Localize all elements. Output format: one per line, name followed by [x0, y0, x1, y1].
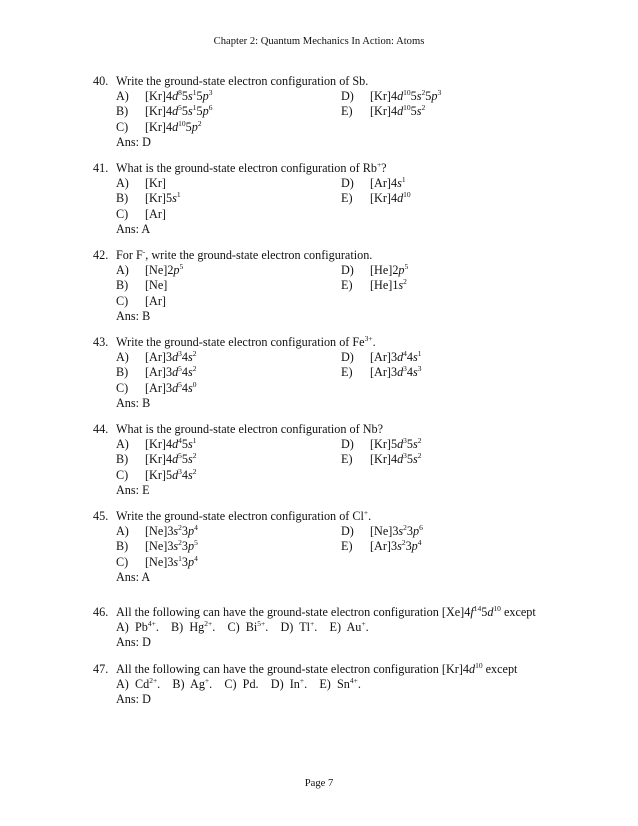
answer-option	[116, 120, 202, 135]
question-block	[93, 74, 613, 150]
option-row	[93, 620, 613, 635]
option-letter: E)	[341, 539, 353, 554]
option-letter: C)	[116, 293, 129, 308]
option-text: $[Kr]4d^{10}5s^25p^3$	[370, 88, 442, 104]
answer-option	[116, 278, 167, 293]
question-block	[93, 248, 613, 324]
option-row	[93, 677, 613, 692]
option-letter: B)	[116, 452, 129, 467]
option-row	[93, 120, 613, 135]
answer-option	[116, 381, 197, 396]
answer-option	[116, 555, 198, 570]
answer-option	[116, 437, 197, 452]
option-text: $[Kr]4d^85s^15p^3$	[145, 88, 213, 104]
answer-option	[341, 176, 406, 191]
option-text: $[Kr]5d^34s^2$	[145, 466, 197, 482]
option-row	[93, 294, 613, 309]
option-row	[93, 350, 613, 365]
option-letter: E)	[341, 452, 353, 467]
option-letter: E)	[341, 365, 353, 380]
option-text: $[Kr]4d^{10}5p^2$	[145, 118, 202, 134]
answer-key: Ans: A	[116, 221, 151, 236]
option-letter: B)	[116, 191, 129, 206]
question-stem-line	[93, 248, 613, 263]
option-row	[93, 176, 613, 191]
option-row	[93, 437, 613, 452]
question-number: 47.	[93, 662, 109, 676]
option-letter: A)	[116, 524, 129, 539]
option-row	[93, 365, 613, 380]
question-stem: All the following can have the ground-state electron configuration $[Kr]4d^{10}$ except	[116, 661, 518, 676]
option-row	[93, 191, 613, 206]
question-number: 41.	[93, 161, 109, 175]
answer-line	[93, 570, 613, 585]
question-block	[93, 422, 613, 498]
option-text: $[Kr]4d^55s^15p^6$	[145, 103, 213, 119]
answer-line	[93, 396, 613, 411]
option-letter: D)	[341, 350, 354, 365]
option-text: $[He]1s^2$	[370, 277, 407, 293]
option-letter: C)	[116, 554, 129, 569]
option-text: $[Kr]5s^1$	[145, 190, 181, 206]
option-text: $[Ar]3s^23p^4$	[370, 538, 422, 554]
question-stem-line	[93, 605, 613, 620]
option-text: $[Ne]3s^13p^4$	[145, 553, 198, 569]
answer-option	[341, 89, 441, 104]
option-letter: E)	[341, 104, 353, 119]
question-stem: Write the ground-state electron configuration of Sb.	[116, 74, 369, 88]
question-number: 42.	[93, 248, 109, 262]
option-letter: E)	[341, 191, 353, 206]
answer-option	[116, 350, 197, 365]
option-letter: D)	[341, 437, 354, 452]
option-text: $[Ar]3d^54s^0$	[145, 379, 197, 395]
question-stem: What is the ground-state electron configuration of Nb?	[116, 422, 384, 436]
question-number: 43.	[93, 335, 109, 349]
option-text: $[Ar]4s^1$	[370, 175, 406, 191]
answer-option	[116, 539, 198, 554]
question-stem: Write the ground-state electron configuration of Cl+.	[116, 508, 372, 523]
question-number: 40.	[93, 74, 109, 88]
page-header: Chapter 2: Quantum Mechanics In Action: Atoms	[213, 36, 425, 47]
option-row	[93, 452, 613, 467]
option-text: $[Kr]5d^35s^2$	[370, 436, 422, 452]
answer-option	[341, 365, 422, 380]
answer-line	[93, 483, 613, 498]
option-row	[93, 104, 613, 119]
answer-option	[116, 263, 183, 278]
option-text: $[Ar]3d^34s^2$	[145, 349, 197, 365]
option-text: $[Kr]4d^{10}5s^2$	[370, 103, 426, 119]
answer-key: Ans: D	[116, 635, 151, 650]
question-stem-line	[93, 509, 613, 524]
question-block	[93, 161, 613, 237]
option-text: [Ne]	[145, 278, 168, 293]
question-stem-line	[93, 422, 613, 437]
option-letter: A)	[116, 176, 129, 191]
option-letter: B)	[116, 278, 129, 293]
answer-key: Ans: B	[116, 395, 151, 410]
question-stem-line	[93, 662, 613, 677]
option-row	[93, 278, 613, 293]
option-letter: D)	[341, 263, 354, 278]
question-block	[93, 662, 613, 708]
option-letter: B)	[116, 365, 129, 380]
option-letter: C)	[116, 467, 129, 482]
answer-line	[93, 135, 613, 150]
question-stem: What is the ground-state electron configuration of Rb+?	[116, 160, 387, 175]
answer-option	[116, 524, 198, 539]
answer-key: Ans: A	[116, 569, 151, 584]
option-row	[93, 524, 613, 539]
inline-options: A) $Pb^{4+}$. B) $Hg^{2+}$. C) $Bi^{5+}$. D) Tl+. E) Au+.	[116, 619, 369, 635]
answer-option	[116, 468, 197, 483]
option-text: $[Kr]4d^45s^1$	[145, 436, 197, 452]
answer-option	[116, 207, 166, 222]
option-text: $[Ne]3s^23p^6$	[370, 523, 423, 539]
option-letter: E)	[341, 278, 353, 293]
question-number: 46.	[93, 605, 109, 619]
option-row	[93, 89, 613, 104]
option-letter: D)	[341, 89, 354, 104]
answer-option	[116, 294, 166, 309]
option-row	[93, 539, 613, 554]
option-row	[93, 207, 613, 222]
option-letter: C)	[116, 206, 129, 221]
option-text: $[Kr]4d^{10}$	[370, 190, 411, 206]
answer-option	[341, 437, 422, 452]
question-number: 44.	[93, 422, 109, 436]
question-stem-line	[93, 74, 613, 89]
option-text: $[He]2p^5$	[370, 262, 409, 278]
question-block	[93, 509, 613, 585]
question-stem-line	[93, 335, 613, 350]
question-stem: All the following can have the ground-state electron configuration $[Xe]4f^{14}5d^{10}$ except	[116, 604, 536, 619]
option-letter: C)	[116, 119, 129, 134]
answer-option	[341, 539, 422, 554]
answer-option	[116, 365, 197, 380]
option-text: $[Ar]3d^54s^2$	[145, 364, 197, 380]
answer-key: Ans: D	[116, 692, 151, 707]
option-text: [Ar]	[145, 206, 166, 221]
answer-line	[93, 222, 613, 237]
answer-line	[93, 635, 613, 650]
option-letter: A)	[116, 263, 129, 278]
option-letter: B)	[116, 539, 129, 554]
option-letter: D)	[341, 524, 354, 539]
answer-option	[341, 191, 411, 206]
answer-option	[116, 191, 181, 206]
answer-option	[341, 524, 423, 539]
answer-key: Ans: E	[116, 482, 150, 497]
option-letter: A)	[116, 437, 129, 452]
option-letter: D)	[341, 176, 354, 191]
option-row	[93, 555, 613, 570]
option-letter: C)	[116, 380, 129, 395]
option-row	[93, 468, 613, 483]
question-block	[93, 335, 613, 411]
question-stem-line	[93, 161, 613, 176]
option-text: $[Ne]2p^5$	[145, 262, 184, 278]
answer-key: Ans: D	[116, 134, 151, 149]
answer-option	[116, 89, 212, 104]
answer-line	[93, 692, 613, 707]
answer-option	[116, 176, 166, 191]
option-row	[93, 263, 613, 278]
answer-option	[341, 104, 425, 119]
inline-options: A) $Cd^{2+}$. B) Ag+. C) Pd. D) In+. E) $Sn^{4+}$.	[116, 676, 361, 692]
answer-option	[341, 452, 422, 467]
option-text: $[Kr]4d^35s^2$	[370, 451, 422, 467]
question-stem: Write the ground-state electron configuration of $Fe^{3+}$.	[116, 334, 376, 349]
answer-line	[93, 309, 613, 324]
option-text: [Ar]	[145, 293, 166, 308]
option-text: $[Ar]3d^44s^1$	[370, 349, 422, 365]
answer-option	[116, 452, 197, 467]
answer-option	[341, 350, 422, 365]
question-number: 45.	[93, 509, 109, 523]
page-footer: Page 7	[304, 778, 334, 789]
option-letter: A)	[116, 89, 129, 104]
question-block	[93, 605, 613, 651]
option-text: $[Kr]4d^55s^2$	[145, 451, 197, 467]
answer-option	[341, 278, 407, 293]
option-text: $[Ne]3s^23p^5$	[145, 538, 198, 554]
question-stem: For F-, write the ground-state electron configuration.	[116, 247, 373, 262]
option-text: [Kr]	[145, 176, 166, 191]
option-letter: A)	[116, 350, 129, 365]
option-text: $[Ne]3s^23p^4$	[145, 523, 198, 539]
answer-option	[341, 263, 408, 278]
answer-key: Ans: B	[116, 308, 151, 323]
answer-option	[116, 104, 212, 119]
option-letter: B)	[116, 104, 129, 119]
option-row	[93, 381, 613, 396]
option-text: $[Ar]3d^34s^3$	[370, 364, 422, 380]
